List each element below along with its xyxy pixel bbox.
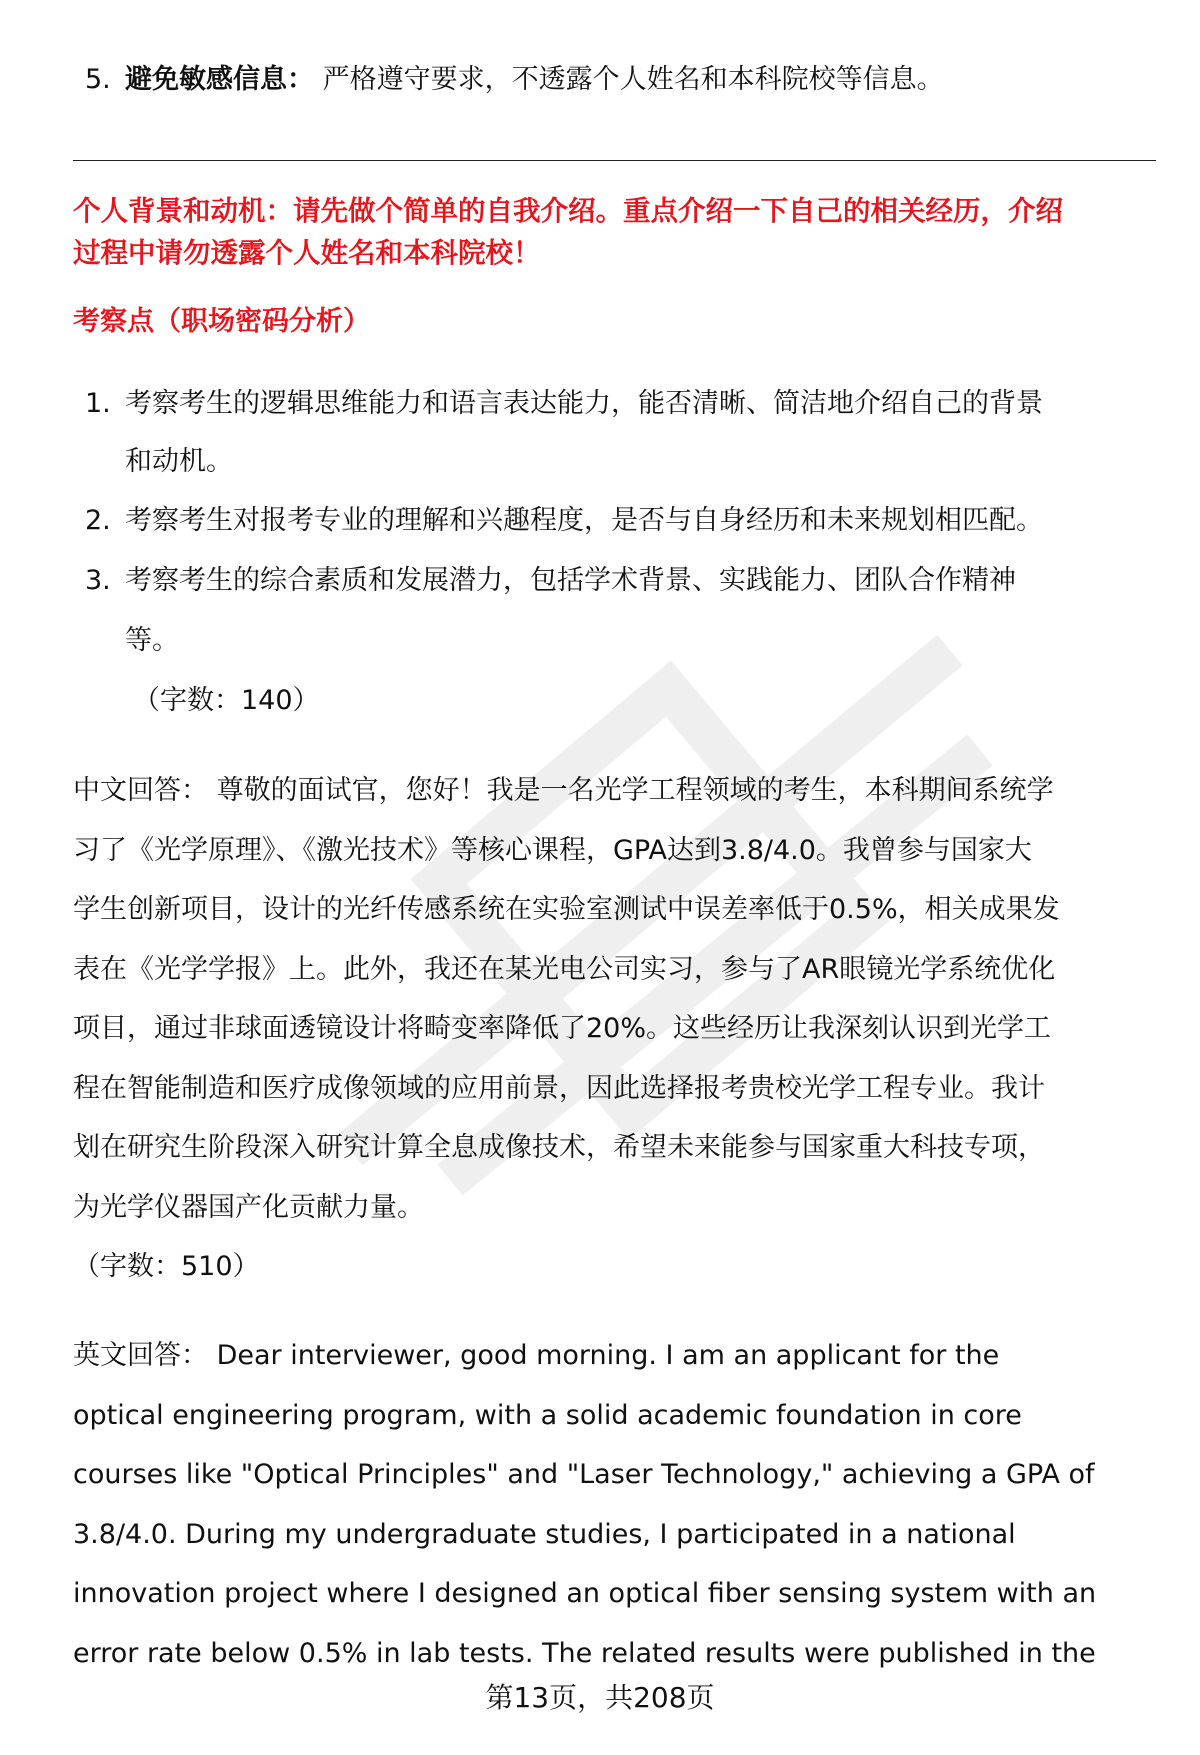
cn-answer-line: 习了《光学原理》、《激光技术》等核心课程，GPA达到3.8/4.0。我曾参与国家大 — [73, 835, 1032, 866]
point-line: 考察考生的综合素质和发展潜力，包括学术背景、实践能力、团队合作精神 — [125, 565, 1016, 596]
rule-label: 避免敏感信息： — [125, 64, 314, 95]
en-answer-line: error rate below 0.5% in lab tests. The related results were published in the — [73, 1638, 1096, 1669]
rule-item-5 — [73, 62, 944, 98]
point-line: 考察考生的逻辑思维能力和语言表达能力，能否清晰、简洁地介绍自己的背景 — [125, 388, 1043, 419]
en-answer-line: 英文回答： Dear interviewer, good morning. I am an applicant for the — [73, 1340, 1000, 1371]
points-count: （字数：140） — [133, 685, 320, 716]
en-answer-line: innovation project where I designed an optical fiber sensing system with an — [73, 1578, 1097, 1609]
divider — [73, 160, 1156, 161]
question-line: 个人背景和动机：请先做个简单的自我介绍。重点介绍一下自己的相关经历，介绍 — [73, 195, 1063, 227]
point-line: 考察考生对报考专业的理解和兴趣程度，是否与自身经历和未来规划相匹配。 — [125, 505, 1043, 536]
cn-answer-line: 为光学仪器国产化贡献力量。 — [73, 1192, 424, 1223]
cn-answer-line: 程在智能制造和医疗成像领域的应用前景，因此选择报考贵校光学工程专业。我计 — [73, 1073, 1045, 1104]
en-answer-line: 3.8/4.0. During my undergraduate studies, I participated in a national — [73, 1519, 1016, 1550]
cn-answer-line: 学生创新项目，设计的光纤传感系统在实验室测试中误差率低于0.5%，相关成果发 — [73, 894, 1060, 925]
cn-answer-count: （字数：510） — [73, 1251, 260, 1282]
list-number: 3. — [85, 565, 111, 596]
rule-text: 严格遵守要求，不透露个人姓名和本科院校等信息。 — [314, 64, 944, 95]
points-heading: 考察点（职场密码分析） — [73, 306, 370, 337]
cn-answer-line: 项目，通过非球面透镜设计将畸变率降低了20%。这些经历让我深刻认识到光学工 — [73, 1013, 1052, 1044]
cn-answer-line: 表在《光学学报》上。此外，我还在某光电公司实习，参与了AR眼镜光学系统优化 — [73, 954, 1056, 985]
list-number: 2. — [85, 505, 111, 536]
en-answer-line: optical engineering program, with a solid academic foundation in core — [73, 1400, 1022, 1431]
en-answer-line: courses like "Optical Principles" and "Laser Technology," achieving a GPA of — [73, 1459, 1095, 1490]
point-line: 等。 — [125, 625, 179, 656]
cn-answer-line: 中文回答： 尊敬的面试官，您好！我是一名光学工程领域的考生，本科期间系统学 — [73, 775, 1054, 806]
page-footer: 第13页，共208页 — [485, 1681, 715, 1714]
point-line: 和动机。 — [125, 446, 233, 477]
list-number: 5. — [85, 64, 111, 95]
question-line: 过程中请勿透露个人姓名和本科院校！ — [73, 237, 541, 269]
list-number: 1. — [85, 388, 111, 419]
cn-answer-line: 划在研究生阶段深入研究计算全息成像技术，希望未来能参与国家重大科技专项， — [73, 1132, 1045, 1163]
